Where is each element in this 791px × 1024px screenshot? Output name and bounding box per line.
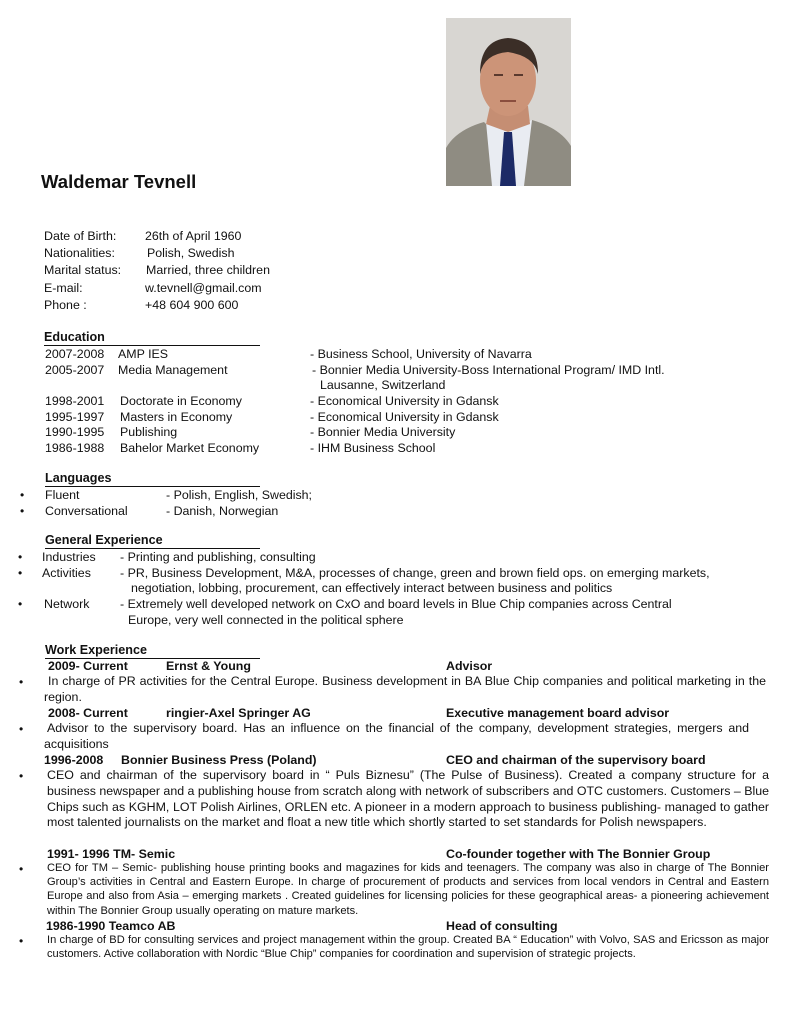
experience-text: - PR, Business Development, M&A, processes of change, green and brown field ops. on emerging markets, (120, 566, 710, 580)
edu-school: - Bonnier Media University (310, 425, 456, 439)
job-description: In charge of PR activities for the Central Europe. Business development in BA Blue Chip companies and political marketing in the region. (44, 674, 766, 704)
job-description: CEO for TM – Semic- publishing house printing books and magazines for kids and teenagers. The company was also in charge of The Bonnier Group’s activities in Central and Eastern Europe. In charge of procurement of products and services from local vendors in Central and Eastern Europe and also from Asia – emerging markets . Created guidelines for licensing policies for these geographical areas- a pioneering achievement within The Bonnier Group usually operating on mature markets. (47, 862, 769, 917)
job-role: Executive management board advisor (446, 706, 670, 720)
bullet: • (19, 675, 24, 689)
bullet: • (20, 488, 25, 502)
edu-program: Bahelor Market Economy (120, 441, 260, 455)
general-experience-heading: General Experience (45, 533, 163, 547)
job-description: CEO and chairman of the supervisory board in “ Puls Biznesu” (The Pulse of Business). Created a company structure for a business newspaper and a publishing house from scratch along with network of subscribers and OTC customers. Customers – Blue Chips such as KGHM, LOT Polish Airlines, ORLEN etc. A pioneer in a modern approach to business publishing- managed to gather most talented journalists on the market and float a new title which shortly started to set standards for Polish newspapers. (47, 768, 769, 830)
job-role: Head of consulting (446, 919, 558, 933)
edu-program: Publishing (120, 425, 178, 439)
profile-photo (446, 18, 571, 186)
job-period: 1986-1990 Teamco AB (46, 919, 176, 933)
job-role: CEO and chairman of the supervisory board (446, 753, 706, 767)
language-level: Fluent (45, 488, 80, 502)
dob-label: Date of Birth: (44, 229, 117, 243)
experience-text: - Extremely well developed network on CxO and board levels in Blue Chip companies across Central (120, 597, 672, 611)
portrait-image (446, 18, 571, 186)
dob-value: 26th of April 1960 (145, 229, 242, 243)
bullet: • (18, 597, 23, 611)
marital-value: Married, three children (146, 263, 270, 277)
language-list-text: - Polish, English, Swedish; (166, 488, 313, 502)
job-description: In charge of BD for consulting services and project management within the group. Created BA “ Education” with Volvo, SAS and Ericsson as major customers. Active collaboration with Nordic “Blue Chip” companies for coordination and supervision of strategic projects. (47, 934, 769, 961)
email-label: E-mail: (44, 281, 83, 295)
job-period: 1991- 1996 TM- Semic (47, 847, 176, 861)
experience-label: Industries (42, 550, 96, 564)
edu-years: 2007-2008 (45, 347, 105, 361)
job-company: Ernst & Young (166, 659, 251, 673)
experience-text: - Printing and publishing, consulting (120, 550, 316, 564)
language-level: Conversational (45, 504, 128, 518)
experience-label: Activities (42, 566, 91, 580)
edu-years: 1986-1988 (45, 441, 105, 455)
job-period: 2009- Current (48, 659, 128, 673)
job-role: Advisor (446, 659, 493, 673)
experience-text-cont: Europe, very well connected in the political sphere (128, 613, 404, 627)
email-value[interactable]: w.tevnell@gmail.com (145, 281, 262, 295)
job-role: Co-founder together with The Bonnier Group (446, 847, 711, 861)
job-company: Bonnier Business Press (Poland) (121, 753, 317, 767)
edu-program: AMP IES (118, 347, 169, 361)
work-experience-heading: Work Experience (45, 643, 147, 657)
phone-label: Phone : (44, 298, 87, 312)
bullet: • (19, 769, 24, 783)
nationality-label: Nationalities: (44, 246, 115, 260)
bullet: • (20, 504, 25, 518)
edu-years: 1998-2001 (45, 394, 105, 408)
bullet: • (19, 862, 24, 876)
edu-years: 1990-1995 (45, 425, 105, 439)
language-list-text: - Danish, Norwegian (166, 504, 279, 518)
bullet: • (18, 566, 23, 580)
job-company: ringier-Axel Springer AG (166, 706, 311, 720)
bullet: • (19, 934, 24, 948)
job-period: 2008- Current (48, 706, 128, 720)
edu-school: - Economical University in Gdansk (310, 410, 499, 424)
marital-label: Marital status: (44, 263, 122, 277)
edu-school: - Bonnier Media University-Boss International Program/ IMD Intl. (312, 363, 665, 377)
bullet: • (18, 550, 23, 564)
edu-years: 1995-1997 (45, 410, 105, 424)
edu-school: - Economical University in Gdansk (310, 394, 499, 408)
job-description: Advisor to the supervisory board. Has an influence on the financial of the company, development strategies, mergers and acquisitions (44, 721, 749, 751)
edu-school-cont: Lausanne, Switzerland (320, 378, 446, 392)
edu-school: - Business School, University of Navarra (310, 347, 532, 361)
job-period: 1996-2008 (44, 753, 104, 767)
experience-label: Network (44, 597, 90, 611)
experience-text-cont: negotiation, lobbing, procurement, can effectively interact between business and politics (131, 581, 613, 595)
edu-school: - IHM Business School (310, 441, 436, 455)
edu-years: 2005-2007 (45, 363, 105, 377)
edu-program: Doctorate in Economy (120, 394, 242, 408)
phone-value: +48 604 900 600 (145, 298, 239, 312)
education-heading: Education (44, 330, 105, 344)
edu-program: Masters in Economy (120, 410, 233, 424)
edu-program: Media Management (118, 363, 228, 377)
candidate-name: Waldemar Tevnell (41, 171, 197, 192)
nationality-value: Polish, Swedish (147, 246, 235, 260)
bullet: • (19, 722, 24, 736)
languages-heading: Languages (45, 471, 112, 485)
